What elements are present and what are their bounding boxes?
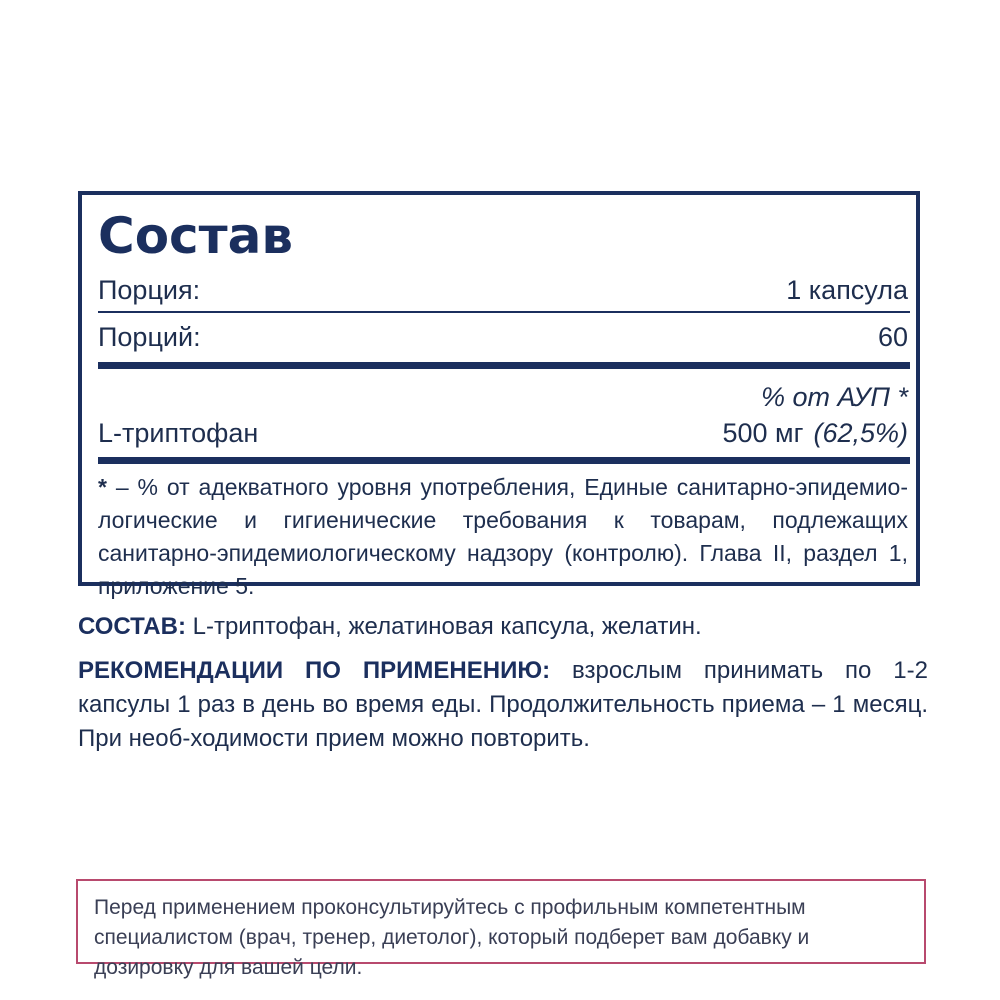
panel-title: Состав xyxy=(98,207,294,265)
nutrient-row xyxy=(98,418,908,449)
nutrient-amount: 500 мг xyxy=(722,418,804,448)
consultation-notice: Перед применением проконсультируйтесь с профильным компетентным специалистом (врач, тренер, диетолог), который подберет вам добавку и дозировку для вашей цели. xyxy=(76,879,926,964)
serving-size-label: Порция: xyxy=(98,275,201,305)
recommendations-label: РЕКОМЕНДАЦИИ ПО ПРИМЕНЕНИЮ: xyxy=(78,657,551,684)
composition-label: СОСТАВ: xyxy=(78,613,186,640)
footnote-star: * xyxy=(98,474,107,500)
servings-value: 60 xyxy=(877,322,908,352)
footnote-text: – % от адекватного уровня употребления, Единые санитарно-эпидемио-логические и гигиенические требования к товарам, подлежащих санитарно-эпидемиологическому надзору (контролю). Глава II, раздел 1, приложение 5. xyxy=(98,474,908,599)
divider-thick xyxy=(98,362,910,369)
serving-size-row xyxy=(98,275,908,306)
divider-thin xyxy=(98,311,910,313)
servings-per-container-row xyxy=(98,322,908,353)
recommendations-text: взрослым принимать по 1-2 капсулы 1 раз в день во время еды. Продолжительность приема – 1 месяц. При необ-ходимости прием можно повторить. xyxy=(78,657,928,752)
footnote xyxy=(98,471,908,603)
recommendations-paragraph xyxy=(78,654,928,756)
divider-thick-bottom xyxy=(98,457,910,464)
composition-paragraph xyxy=(78,610,928,644)
supplement-facts-panel xyxy=(78,191,920,599)
nutrient-percent: (62,5%) xyxy=(813,418,908,448)
nutrient-name: L-триптофан xyxy=(98,418,259,448)
serving-size-value: 1 капсула xyxy=(786,275,908,305)
servings-label: Порций: xyxy=(98,322,201,352)
composition-text: L-триптофан, желатиновая капсула, желатин. xyxy=(185,613,702,640)
nutrient-amount-group xyxy=(722,418,908,449)
rda-column-header: % от АУП * xyxy=(761,382,908,412)
